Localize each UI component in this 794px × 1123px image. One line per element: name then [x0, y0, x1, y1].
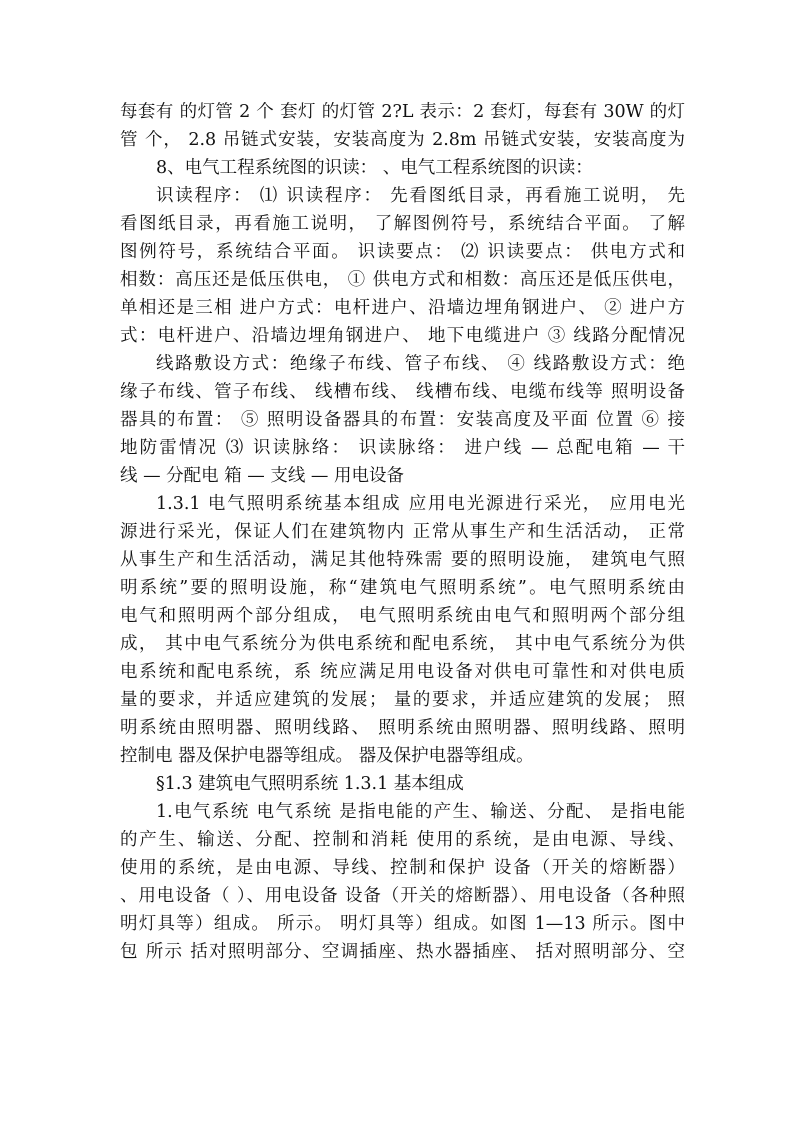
text-line: 式：电杆进户、沿墙边埋角钢进户、 地下电缆进户 ③ 线路分配情况 — [120, 326, 685, 346]
text-line: 看图纸目录，再看施工说明， 了解图例符号，系统结合平面。 了解 — [120, 214, 685, 234]
text-line: 从事生产和生活活动，满足其他特殊需 要的照明设施， 建筑电气照 — [120, 550, 685, 570]
text-line: 管 个， 2.8 吊链式安装，安装高度为 2.8m 吊链式安装，安装高度为 — [120, 130, 685, 150]
text-line: 1.电气系统 电气系统 是指电能的产生、输送、分配、 是指电能 — [156, 802, 685, 822]
text-line: 识读程序： ⑴ 识读程序： 先看图纸目录，再看施工说明， 先 — [156, 186, 685, 206]
text-line: 相数：高压还是低压供电， ① 供电方式和相数：高压还是低压供电， — [120, 270, 685, 290]
text-line: 使用的系统，是由电源、导线、控制和保护 设备（开关的熔断器） — [120, 858, 685, 878]
text-line: 量的要求，并适应建筑的发展； 量的要求，并适应建筑的发展； 照 — [120, 690, 685, 710]
text-line: 包 所示 括对照明部分、空调插座、热水器插座、 括对照明部分、空 — [120, 942, 685, 962]
text-line: 控制电 器及保护电器等组成。 器及保护电器等组成。 — [120, 746, 534, 766]
text-line: 源进行采光，保证人们在建筑物内 正常从事生产和生活活动， 正常 — [120, 522, 685, 542]
text-line: 、用电设备（ ）、用电设备 设备（开关的熔断器）、用电设备（各种照 — [120, 886, 685, 906]
text-line: 地防雷情况 ⑶ 识读脉络： 识读脉络： 进户线 — 总配电箱 — 干 — [120, 438, 685, 458]
text-line: 单相还是三相 进户方式：电杆进户、沿墙边埋角钢进户、 ② 进户方 — [120, 298, 685, 318]
text-line: 器具的布置： ⑤ 照明设备器具的布置：安装高度及平面 位置 ⑥ 接 — [120, 410, 685, 430]
section-heading: §1.3 建筑电气照明系统 1.3.1 基本组成 — [156, 774, 464, 794]
text-line: 线 — 分配电 箱 — 支线 — 用电设备 — [120, 466, 404, 486]
text-line: 明系统”要的照明设施，称“建筑电气照明系统”。电气照明系统由 — [120, 578, 685, 598]
text-line: 线路敷设方式：绝缘子布线、管子布线、 ④ 线路敷设方式：绝 — [156, 354, 685, 374]
section-heading: 8、电气工程系统图的识读： 、电气工程系统图的识读： — [156, 158, 593, 178]
text-line: 电气和照明两个部分组成， 电气照明系统由电气和照明两个部分组 — [120, 606, 685, 626]
text-line: 图例符号，系统结合平面。 识读要点： ⑵ 识读要点： 供电方式和 — [120, 242, 685, 262]
text-line: 明系统由照明器、照明线路、 照明系统由照明器、照明线路、照明 — [120, 718, 685, 738]
text-line: 缘子布线、管子布线、 线槽布线、 线槽布线、电缆布线等 照明设备 — [120, 382, 685, 402]
text-line: 明灯具等）组成。 所示。 明灯具等）组成。如图 1—13 所示。图中 — [120, 914, 685, 934]
text-line: 成， 其中电气系统分为供电系统和配电系统， 其中电气系统分为供 — [120, 634, 685, 654]
text-line: 每套有 的灯管 2 个 套灯 的灯管 2?L 表示：2 套灯，每套有 30W 的灯 — [120, 102, 685, 122]
text-line: 的产生、输送、分配、控制和消耗 使用的系统，是由电源、导线、 — [120, 830, 685, 850]
text-line: 1.3.1 电气照明系统基本组成 应用电光源进行采光， 应用电光 — [156, 494, 685, 514]
text-line: 电系统和配电系统，系 统应满足用电设备对供电可靠性和对供电质 — [120, 662, 685, 682]
